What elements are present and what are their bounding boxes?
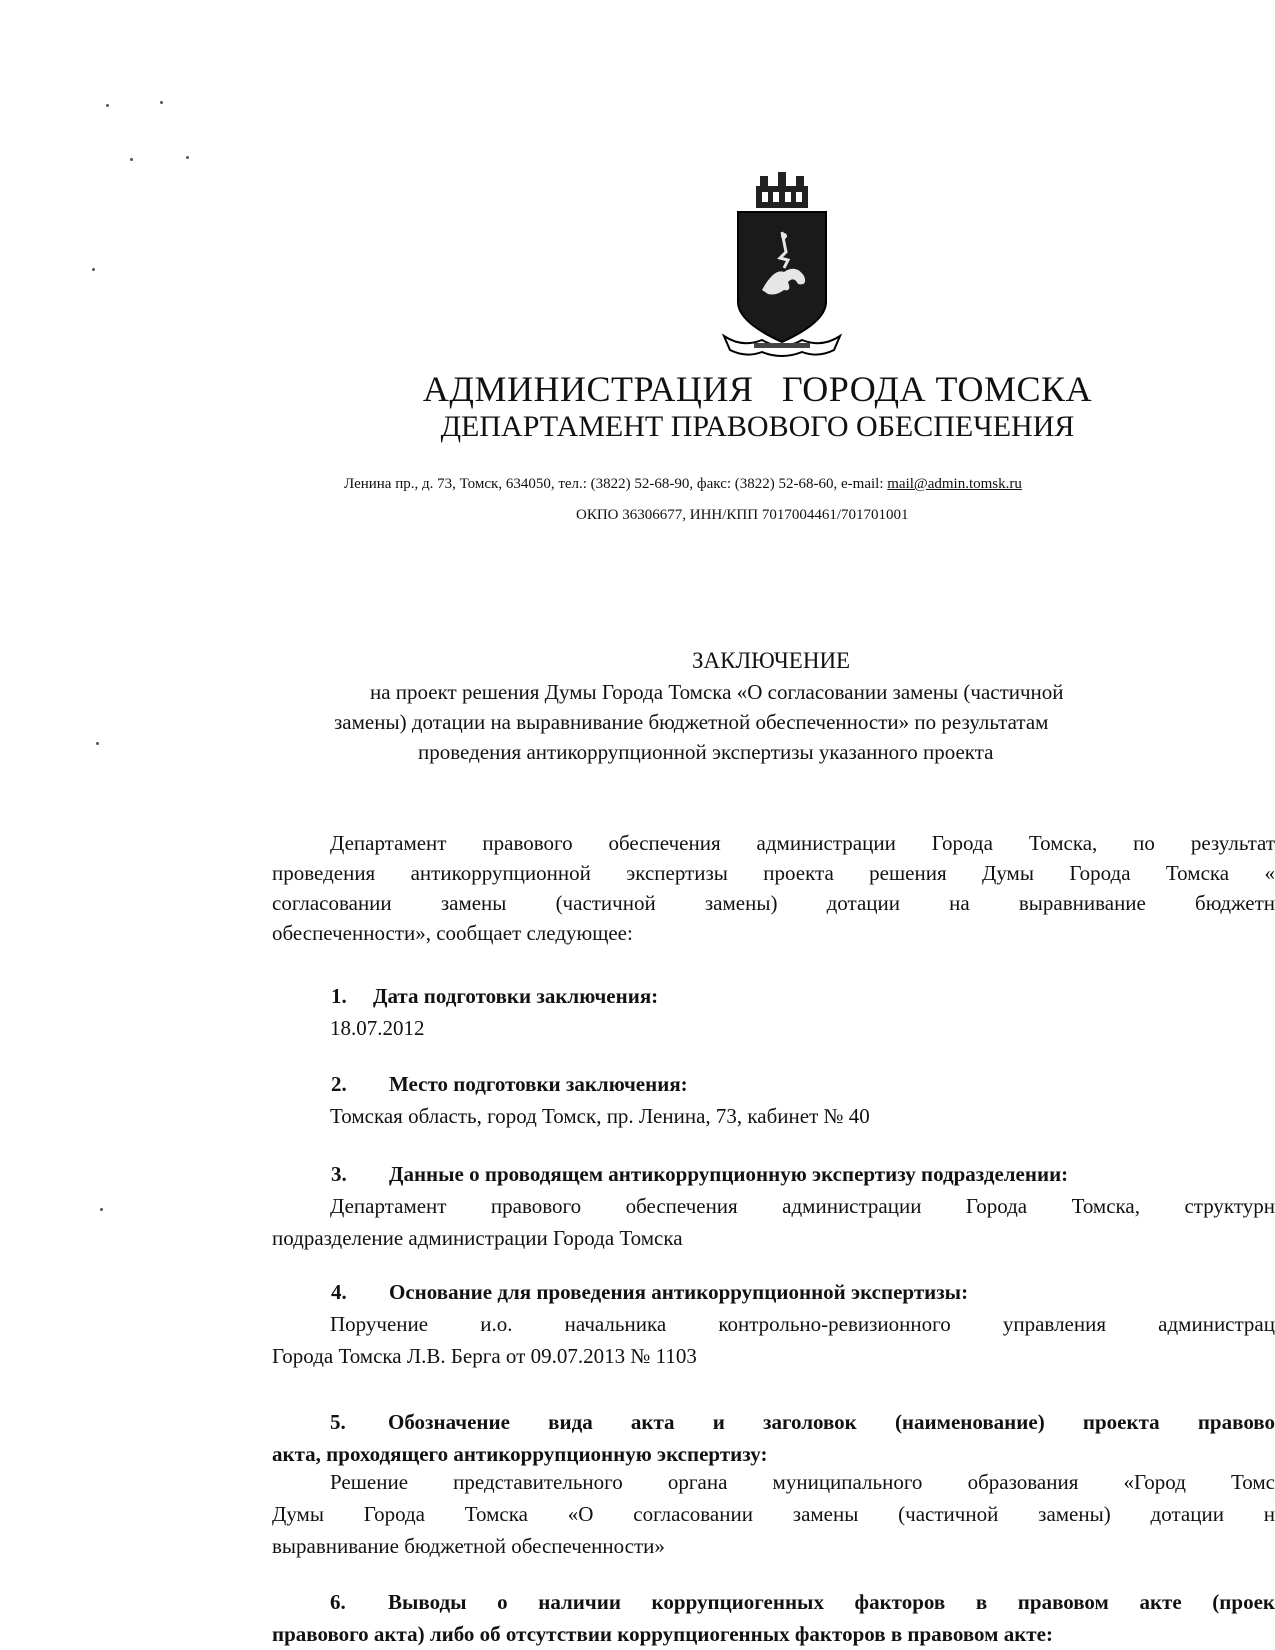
section-4-heading [331,1280,968,1305]
scan-speck [106,104,109,107]
section-4-body [272,1308,1275,1372]
section-body-line: Поручение и.о. начальника контрольно-ревизионного управления администрац [330,1312,1275,1336]
email-link[interactable]: mail@admin.tomsk.ru [887,476,1022,492]
section-5-heading [272,1406,1275,1470]
section-heading-line [272,1586,1275,1618]
section-heading-text: Выводы о наличии коррупциогенных факторов в правовом акте (проек [388,1590,1275,1614]
department-name: ДЕПАРТАМЕНТ ПРАВОВОГО ОБЕСПЕЧЕНИЯ [440,410,1075,443]
intro-line: обеспеченности», сообщает следующее: [272,921,633,945]
section-body-line: Томская область, город Томск, пр. Ленина, 73, кабинет № 40 [330,1104,870,1128]
intro-paragraph [272,828,1275,948]
section-body-line: выравнивание бюджетной обеспеченности» [272,1534,665,1558]
section-heading-line [272,1406,1275,1438]
section-body-line: подразделение администрации Города Томска [272,1226,683,1250]
registration-codes: ОКПО 36306677, ИНН/КПП 7017004461/701701001 [576,507,909,523]
intro-line: проведения антикоррупционной экспертизы проекта решения Думы Города Томска « [272,861,1275,885]
document-subtitle-line: на проект решения Думы Города Томска «О согласовании замены (частичной [370,680,1064,704]
intro-line: согласовании замены (частичной замены) дотации на выравнивание бюджетн [272,891,1275,915]
section-6-heading [272,1586,1275,1650]
tomsk-coat-of-arms-icon [722,172,842,357]
section-number: 5. [330,1410,346,1434]
document-subtitle-line: замены) дотации на выравнивание бюджетной обеспеченности» по результатам [334,710,1049,734]
organization-name: АДМИНИСТРАЦИЯ ГОРОДА ТОМСКА [422,369,1093,409]
scan-speck [130,158,133,161]
scan-speck [186,156,189,159]
section-body-line: 18.07.2012 [330,1016,425,1040]
section-heading-text: правового акта) либо об отсутствии коррупциогенных факторов в правовом акте: [272,1622,1053,1646]
section-body-line: Города Томска Л.В. Берга от 09.07.2013 № 1103 [272,1344,697,1368]
section-3-body [272,1190,1275,1254]
contact-line [344,476,1022,493]
section-number: 6. [330,1590,346,1614]
intro-line: Департамент правового обеспечения администрации Города Томска, по результат [330,831,1275,855]
section-number: 2. [331,1072,347,1096]
section-5-body [272,1466,1275,1562]
section-2-body [272,1100,1275,1132]
section-heading-text: Основание для проведения антикоррупционной экспертизы: [389,1280,969,1304]
section-number: 4. [331,1280,347,1304]
section-2-heading [331,1072,688,1097]
section-heading-text: Дата подготовки заключения: [373,984,659,1008]
section-heading-text: Обозначение вида акта и заголовок (наименование) проекта правово [388,1410,1275,1434]
scan-speck [92,268,95,271]
contact-address: Ленина пр., д. 73, Томск, 634050, тел.: (3822) 52-68-90, факс: (3822) 52-68-60, e-mail: [344,476,888,492]
section-heading-text: акта, проходящего антикоррупционную экспертизу: [272,1442,768,1466]
section-number: 3. [331,1162,347,1186]
document-subtitle-line: проведения антикоррупционной экспертизы указанного проекта [418,740,994,764]
scan-speck [96,742,99,745]
section-body-line: Департамент правового обеспечения администрации Города Томска, структурн [330,1194,1275,1218]
scan-speck [100,1208,103,1211]
section-heading-text: Данные о проводящем антикоррупционную экспертизу подразделении: [389,1162,1069,1186]
section-body-line: Думы Города Томска «О согласовании замены (частичной замены) дотации н [272,1502,1275,1526]
section-1-body [272,1012,1275,1044]
section-3-heading [331,1162,1275,1187]
section-number: 1. [331,984,347,1008]
section-body-line: Решение представительного органа муниципального образования «Город Томс [330,1470,1275,1494]
section-heading-text: Место подготовки заключения: [389,1072,688,1096]
scan-speck [160,101,163,104]
section-1-heading [331,984,658,1009]
document-title: ЗАКЛЮЧЕНИЕ [692,648,851,673]
